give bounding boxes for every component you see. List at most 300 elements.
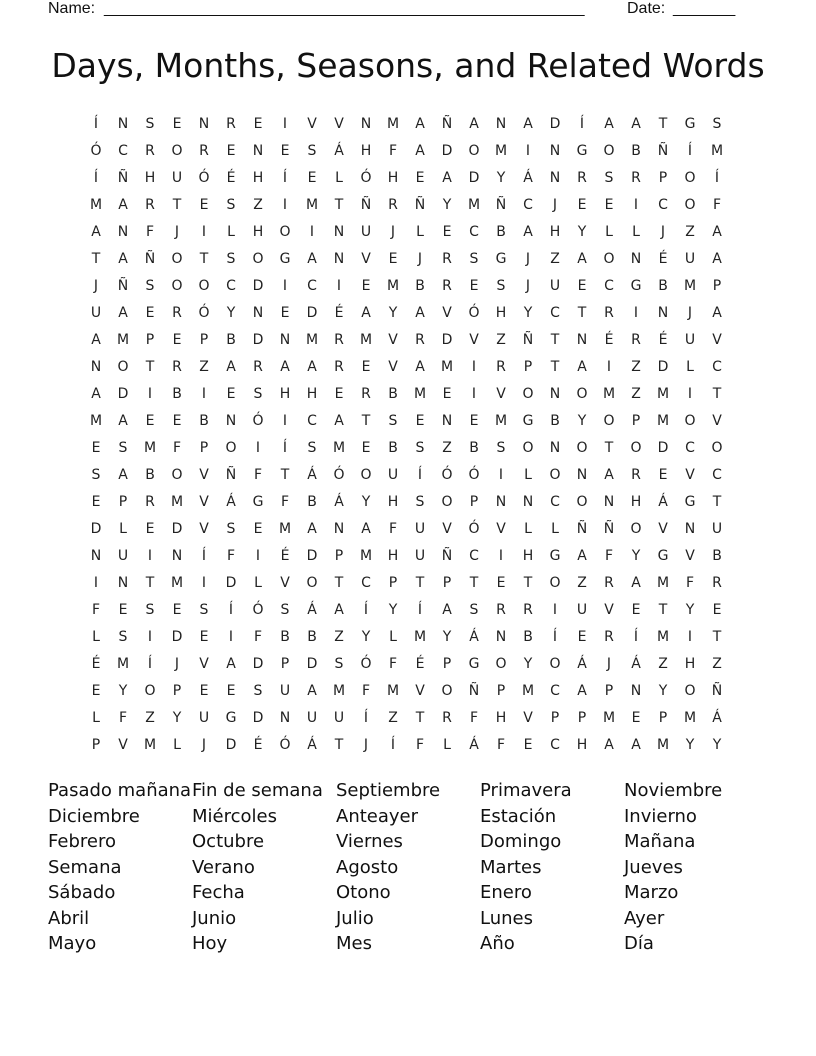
grid-letter[interactable]: Y — [361, 494, 371, 510]
grid-letter[interactable]: C — [307, 278, 317, 294]
grid-letter[interactable]: G — [630, 278, 642, 294]
grid-letter[interactable]: N — [549, 440, 561, 456]
grid-letter[interactable]: G — [549, 548, 561, 564]
grid-letter[interactable]: B — [307, 629, 317, 645]
grid-letter[interactable]: J — [201, 737, 207, 753]
grid-letter[interactable]: I — [633, 197, 639, 213]
grid-letter[interactable]: A — [604, 737, 614, 753]
grid-letter[interactable]: O — [495, 656, 507, 672]
grid-letter[interactable]: F — [388, 656, 398, 672]
grid-letter[interactable]: Y — [172, 710, 182, 726]
grid-letter[interactable]: M — [305, 332, 319, 348]
grid-letter[interactable]: U — [306, 710, 318, 726]
grid-letter[interactable]: A — [307, 521, 317, 537]
grid-letter[interactable]: D — [441, 332, 453, 348]
grid-letter[interactable]: Ñ — [117, 278, 129, 294]
grid-letter[interactable]: É — [334, 305, 344, 321]
grid-letter[interactable]: T — [91, 251, 101, 267]
grid-letter[interactable]: I — [201, 386, 207, 402]
grid-letter[interactable]: O — [603, 251, 615, 267]
grid-letter[interactable]: V — [199, 521, 209, 537]
grid-letter[interactable]: J — [174, 224, 180, 240]
grid-letter[interactable]: I — [147, 629, 153, 645]
grid-letter[interactable]: I — [309, 224, 315, 240]
grid-letter[interactable]: H — [144, 170, 156, 186]
grid-letter[interactable]: C — [226, 278, 236, 294]
grid-letter[interactable]: L — [119, 521, 127, 537]
grid-letter[interactable]: E — [631, 710, 641, 726]
grid-letter[interactable]: T — [550, 332, 560, 348]
grid-letter[interactable]: E — [280, 143, 290, 159]
grid-letter[interactable]: T — [199, 251, 209, 267]
grid-letter[interactable]: Ó — [468, 521, 480, 537]
grid-letter[interactable]: Ó — [468, 305, 480, 321]
grid-letter[interactable]: Y — [658, 683, 668, 699]
grid-letter[interactable]: Í — [552, 629, 558, 645]
grid-letter[interactable]: R — [388, 197, 398, 213]
grid-letter[interactable]: J — [93, 278, 99, 294]
grid-letter[interactable]: N — [576, 467, 588, 483]
grid-letter[interactable]: Ó — [252, 413, 264, 429]
grid-letter[interactable]: F — [145, 224, 155, 240]
grid-letter[interactable]: A — [118, 413, 128, 429]
grid-letter[interactable]: E — [604, 197, 614, 213]
grid-letter[interactable]: É — [658, 332, 668, 348]
grid-letter[interactable]: C — [550, 737, 560, 753]
grid-letter[interactable]: R — [442, 278, 452, 294]
grid-letter[interactable]: U — [117, 548, 129, 564]
grid-letter[interactable]: S — [712, 116, 722, 132]
grid-letter[interactable]: P — [388, 575, 398, 591]
grid-letter[interactable]: D — [252, 656, 264, 672]
grid-letter[interactable]: M — [656, 575, 670, 591]
grid-letter[interactable]: T — [469, 575, 479, 591]
grid-letter[interactable]: N — [90, 548, 102, 564]
grid-letter[interactable]: F — [496, 737, 506, 753]
grid-letter[interactable]: D — [90, 521, 102, 537]
grid-letter[interactable]: T — [334, 737, 344, 753]
grid-letter[interactable]: R — [712, 575, 722, 591]
grid-letter[interactable]: D — [171, 521, 183, 537]
grid-letter[interactable]: D — [441, 143, 453, 159]
grid-letter[interactable]: Ñ — [657, 143, 669, 159]
grid-letter[interactable]: D — [468, 170, 480, 186]
grid-letter[interactable]: E — [631, 602, 641, 618]
grid-letter[interactable]: R — [334, 359, 344, 375]
grid-letter[interactable]: S — [415, 494, 425, 510]
grid-letter[interactable]: E — [442, 224, 452, 240]
grid-letter[interactable]: M — [278, 521, 292, 537]
grid-letter[interactable]: L — [389, 629, 397, 645]
grid-letter[interactable]: E — [226, 143, 236, 159]
grid-letter[interactable]: U — [387, 467, 399, 483]
grid-letter[interactable]: M — [467, 197, 481, 213]
grid-letter[interactable]: P — [280, 656, 290, 672]
grid-letter[interactable]: S — [91, 467, 101, 483]
grid-letter[interactable]: Á — [469, 629, 479, 645]
grid-letter[interactable]: Ñ — [576, 521, 588, 537]
grid-letter[interactable]: D — [252, 332, 264, 348]
grid-letter[interactable]: P — [334, 548, 344, 564]
grid-letter[interactable]: A — [226, 359, 236, 375]
grid-letter[interactable]: V — [199, 467, 209, 483]
grid-letter[interactable]: S — [145, 116, 155, 132]
grid-letter[interactable]: C — [658, 197, 668, 213]
grid-letter[interactable]: B — [280, 629, 290, 645]
grid-letter[interactable]: R — [361, 386, 371, 402]
grid-letter[interactable]: P — [604, 683, 614, 699]
grid-letter[interactable]: A — [523, 116, 533, 132]
grid-letter[interactable]: H — [684, 656, 696, 672]
grid-letter[interactable]: A — [415, 143, 425, 159]
grid-letter[interactable]: M — [494, 143, 508, 159]
grid-letter[interactable]: I — [228, 629, 234, 645]
grid-letter[interactable]: L — [632, 224, 640, 240]
grid-letter[interactable]: Y — [388, 305, 398, 321]
grid-letter[interactable]: B — [226, 332, 236, 348]
grid-letter[interactable]: R — [631, 170, 641, 186]
grid-letter[interactable]: Í — [201, 548, 207, 564]
grid-letter[interactable]: E — [226, 386, 236, 402]
grid-letter[interactable]: R — [172, 359, 182, 375]
grid-letter[interactable]: V — [199, 494, 209, 510]
grid-letter[interactable]: A — [577, 251, 587, 267]
grid-letter[interactable]: V — [496, 386, 506, 402]
grid-letter[interactable]: Í — [282, 170, 288, 186]
grid-letter[interactable]: R — [442, 251, 452, 267]
grid-letter[interactable]: N — [549, 143, 561, 159]
grid-letter[interactable]: G — [576, 143, 588, 159]
grid-letter[interactable]: H — [279, 386, 291, 402]
grid-letter[interactable]: O — [144, 683, 156, 699]
grid-letter[interactable]: O — [549, 575, 561, 591]
grid-letter[interactable]: B — [145, 467, 155, 483]
grid-letter[interactable]: O — [360, 467, 372, 483]
grid-letter[interactable]: S — [334, 656, 344, 672]
grid-letter[interactable]: U — [171, 170, 183, 186]
grid-letter[interactable]: C — [550, 494, 560, 510]
grid-letter[interactable]: Y — [442, 629, 452, 645]
grid-letter[interactable]: J — [525, 278, 531, 294]
grid-letter[interactable]: I — [147, 386, 153, 402]
grid-letter[interactable]: A — [577, 548, 587, 564]
grid-letter[interactable]: T — [172, 197, 182, 213]
grid-letter[interactable]: Ñ — [360, 197, 372, 213]
grid-letter[interactable]: Í — [363, 602, 369, 618]
grid-letter[interactable]: Ó — [90, 143, 102, 159]
grid-letter[interactable]: H — [549, 224, 561, 240]
grid-letter[interactable]: T — [334, 575, 344, 591]
grid-letter[interactable]: E — [469, 413, 479, 429]
grid-letter[interactable]: Z — [388, 710, 398, 726]
grid-letter[interactable]: Y — [523, 656, 533, 672]
grid-letter[interactable]: Y — [523, 305, 533, 321]
grid-letter[interactable]: T — [658, 116, 668, 132]
grid-letter[interactable]: U — [279, 683, 291, 699]
grid-letter[interactable]: É — [91, 656, 101, 672]
grid-letter[interactable]: O — [171, 143, 183, 159]
grid-letter[interactable]: Z — [550, 251, 560, 267]
grid-letter[interactable]: L — [227, 224, 235, 240]
grid-letter[interactable]: B — [172, 386, 182, 402]
grid-letter[interactable]: E — [172, 413, 182, 429]
grid-letter[interactable]: E — [577, 278, 587, 294]
grid-letter[interactable]: E — [712, 602, 722, 618]
grid-letter[interactable]: O — [603, 413, 615, 429]
grid-letter[interactable]: O — [252, 251, 264, 267]
grid-letter[interactable]: O — [603, 143, 615, 159]
grid-letter[interactable]: E — [280, 305, 290, 321]
grid-letter[interactable]: H — [252, 224, 264, 240]
grid-letter[interactable]: T — [712, 494, 722, 510]
grid-letter[interactable]: L — [605, 224, 613, 240]
grid-letter[interactable]: M — [332, 440, 346, 456]
grid-letter[interactable]: H — [387, 548, 399, 564]
grid-letter[interactable]: U — [576, 602, 588, 618]
grid-letter[interactable]: E — [442, 386, 452, 402]
grid-letter[interactable]: Z — [712, 656, 722, 672]
grid-letter[interactable]: Ó — [441, 467, 453, 483]
grid-letter[interactable]: I — [255, 548, 261, 564]
grid-letter[interactable]: V — [361, 251, 371, 267]
grid-letter[interactable]: O — [441, 683, 453, 699]
grid-letter[interactable]: B — [496, 224, 506, 240]
grid-letter[interactable]: Ñ — [117, 170, 129, 186]
grid-letter[interactable]: N — [279, 332, 291, 348]
grid-letter[interactable]: B — [388, 386, 398, 402]
grid-letter[interactable]: R — [577, 170, 587, 186]
grid-letter[interactable]: S — [199, 602, 209, 618]
grid-letter[interactable]: A — [361, 521, 371, 537]
grid-letter[interactable]: R — [145, 143, 155, 159]
grid-letter[interactable]: M — [170, 575, 184, 591]
grid-letter[interactable]: U — [360, 224, 372, 240]
grid-letter[interactable]: N — [522, 494, 534, 510]
grid-letter[interactable]: R — [334, 332, 344, 348]
grid-letter[interactable]: A — [118, 251, 128, 267]
grid-letter[interactable]: O — [279, 224, 291, 240]
grid-letter[interactable]: L — [524, 521, 532, 537]
grid-letter[interactable]: E — [91, 494, 101, 510]
grid-letter[interactable]: E — [361, 359, 371, 375]
grid-letter[interactable]: D — [252, 278, 264, 294]
grid-letter[interactable]: C — [604, 278, 614, 294]
grid-letter[interactable]: R — [172, 305, 182, 321]
grid-letter[interactable]: M — [521, 683, 535, 699]
grid-letter[interactable]: E — [253, 521, 263, 537]
grid-letter[interactable]: Ñ — [441, 116, 453, 132]
grid-letter[interactable]: P — [523, 359, 533, 375]
grid-letter[interactable]: N — [333, 521, 345, 537]
grid-letter[interactable]: O — [468, 143, 480, 159]
grid-letter[interactable]: B — [550, 413, 560, 429]
grid-letter[interactable]: D — [657, 440, 669, 456]
grid-letter[interactable]: P — [118, 494, 128, 510]
grid-letter[interactable]: S — [469, 251, 479, 267]
grid-letter[interactable]: P — [496, 683, 506, 699]
grid-letter[interactable]: I — [336, 278, 342, 294]
grid-letter[interactable]: E — [415, 170, 425, 186]
grid-letter[interactable]: H — [387, 170, 399, 186]
grid-letter[interactable]: U — [90, 305, 102, 321]
grid-letter[interactable]: O — [117, 359, 129, 375]
grid-letter[interactable]: V — [523, 710, 533, 726]
grid-letter[interactable]: C — [685, 440, 695, 456]
grid-letter[interactable]: F — [253, 629, 263, 645]
grid-letter[interactable]: Z — [253, 197, 263, 213]
grid-letter[interactable]: T — [577, 305, 587, 321]
grid-letter[interactable]: B — [469, 440, 479, 456]
grid-letter[interactable]: Í — [93, 116, 99, 132]
grid-letter[interactable]: N — [198, 116, 210, 132]
grid-letter[interactable]: E — [361, 278, 371, 294]
grid-letter[interactable]: B — [388, 440, 398, 456]
grid-letter[interactable]: V — [442, 305, 452, 321]
grid-letter[interactable]: F — [604, 548, 614, 564]
grid-letter[interactable]: A — [118, 305, 128, 321]
grid-letter[interactable]: V — [388, 359, 398, 375]
grid-letter[interactable]: U — [549, 278, 561, 294]
grid-letter[interactable]: C — [118, 143, 128, 159]
grid-letter[interactable]: Á — [226, 494, 236, 510]
grid-letter[interactable]: Á — [307, 737, 317, 753]
grid-letter[interactable]: O — [225, 440, 237, 456]
grid-letter[interactable]: B — [415, 278, 425, 294]
grid-letter[interactable]: N — [495, 629, 507, 645]
grid-letter[interactable]: A — [91, 386, 101, 402]
grid-letter[interactable]: I — [147, 548, 153, 564]
grid-letter[interactable]: A — [280, 359, 290, 375]
grid-letter[interactable]: A — [712, 224, 722, 240]
grid-letter[interactable]: G — [657, 548, 669, 564]
grid-letter[interactable]: H — [630, 494, 642, 510]
grid-letter[interactable]: S — [226, 251, 236, 267]
grid-letter[interactable]: F — [388, 521, 398, 537]
grid-letter[interactable]: N — [252, 143, 264, 159]
grid-letter[interactable]: Á — [631, 656, 641, 672]
grid-letter[interactable]: P — [199, 440, 209, 456]
grid-letter[interactable]: V — [118, 737, 128, 753]
grid-letter[interactable]: R — [604, 305, 614, 321]
grid-letter[interactable]: Í — [417, 467, 423, 483]
grid-letter[interactable]: O — [684, 413, 696, 429]
grid-letter[interactable]: U — [414, 521, 426, 537]
grid-letter[interactable]: N — [279, 710, 291, 726]
grid-letter[interactable]: M — [143, 737, 157, 753]
grid-letter[interactable]: R — [523, 602, 533, 618]
grid-letter[interactable]: É — [253, 737, 263, 753]
grid-letter[interactable]: Ñ — [144, 251, 156, 267]
grid-letter[interactable]: D — [306, 305, 318, 321]
grid-letter[interactable]: S — [388, 413, 398, 429]
grid-letter[interactable]: I — [687, 386, 693, 402]
grid-letter[interactable]: C — [550, 683, 560, 699]
grid-letter[interactable]: A — [577, 359, 587, 375]
grid-letter[interactable]: M — [116, 332, 130, 348]
grid-letter[interactable]: V — [469, 332, 479, 348]
grid-letter[interactable]: A — [604, 467, 614, 483]
grid-letter[interactable]: H — [387, 494, 399, 510]
grid-letter[interactable]: S — [253, 683, 263, 699]
grid-letter[interactable]: M — [413, 629, 427, 645]
grid-letter[interactable]: L — [686, 359, 694, 375]
grid-letter[interactable]: R — [496, 359, 506, 375]
grid-letter[interactable]: U — [414, 548, 426, 564]
grid-letter[interactable]: M — [89, 413, 103, 429]
grid-letter[interactable]: J — [363, 737, 369, 753]
grid-letter[interactable]: S — [226, 197, 236, 213]
grid-letter[interactable]: S — [307, 440, 317, 456]
grid-letter[interactable]: I — [606, 359, 612, 375]
grid-letter[interactable]: E — [172, 332, 182, 348]
grid-letter[interactable]: H — [522, 548, 534, 564]
grid-letter[interactable]: E — [523, 737, 533, 753]
grid-letter[interactable]: V — [280, 575, 290, 591]
grid-letter[interactable]: V — [685, 548, 695, 564]
grid-letter[interactable]: V — [388, 332, 398, 348]
grid-letter[interactable]: I — [471, 359, 477, 375]
grid-letter[interactable]: Ó — [279, 737, 291, 753]
grid-letter[interactable]: I — [633, 305, 639, 321]
grid-letter[interactable]: Z — [496, 332, 506, 348]
grid-letter[interactable]: F — [91, 602, 101, 618]
grid-letter[interactable]: O — [630, 440, 642, 456]
grid-letter[interactable]: Z — [145, 710, 155, 726]
grid-letter[interactable]: O — [522, 386, 534, 402]
grid-letter[interactable]: R — [496, 602, 506, 618]
grid-letter[interactable]: M — [494, 413, 508, 429]
grid-letter[interactable]: É — [280, 548, 290, 564]
grid-letter[interactable]: Á — [307, 467, 317, 483]
grid-letter[interactable]: I — [471, 386, 477, 402]
grid-letter[interactable]: R — [415, 332, 425, 348]
grid-letter[interactable]: F — [253, 467, 263, 483]
grid-letter[interactable]: Á — [334, 494, 344, 510]
grid-letter[interactable]: F — [685, 575, 695, 591]
grid-letter[interactable]: A — [415, 359, 425, 375]
grid-letter[interactable]: Ñ — [414, 197, 426, 213]
grid-letter[interactable]: T — [523, 575, 533, 591]
grid-letter[interactable]: S — [118, 629, 128, 645]
grid-letter[interactable]: Ñ — [495, 197, 507, 213]
grid-letter[interactable]: A — [523, 224, 533, 240]
grid-letter[interactable]: O — [522, 440, 534, 456]
grid-letter[interactable]: Í — [687, 143, 693, 159]
grid-letter[interactable]: T — [361, 413, 371, 429]
grid-letter[interactable]: J — [606, 656, 612, 672]
grid-letter[interactable]: N — [171, 548, 183, 564]
grid-letter[interactable]: E — [577, 197, 587, 213]
grid-letter[interactable]: M — [170, 494, 184, 510]
grid-letter[interactable]: E — [145, 305, 155, 321]
grid-letter[interactable]: N — [225, 413, 237, 429]
grid-letter[interactable]: Ñ — [603, 521, 615, 537]
grid-letter[interactable]: E — [577, 629, 587, 645]
grid-letter[interactable]: P — [577, 710, 587, 726]
grid-letter[interactable]: Z — [199, 359, 209, 375]
grid-letter[interactable]: M — [143, 440, 157, 456]
grid-letter[interactable]: I — [525, 143, 531, 159]
grid-letter[interactable]: T — [145, 359, 155, 375]
grid-letter[interactable]: J — [687, 305, 693, 321]
grid-letter[interactable]: D — [306, 548, 318, 564]
grid-letter[interactable]: Á — [307, 602, 317, 618]
grid-letter[interactable]: E — [226, 683, 236, 699]
grid-letter[interactable]: N — [657, 305, 669, 321]
grid-letter[interactable]: M — [656, 413, 670, 429]
grid-letter[interactable]: Á — [712, 710, 722, 726]
grid-letter[interactable]: L — [443, 737, 451, 753]
